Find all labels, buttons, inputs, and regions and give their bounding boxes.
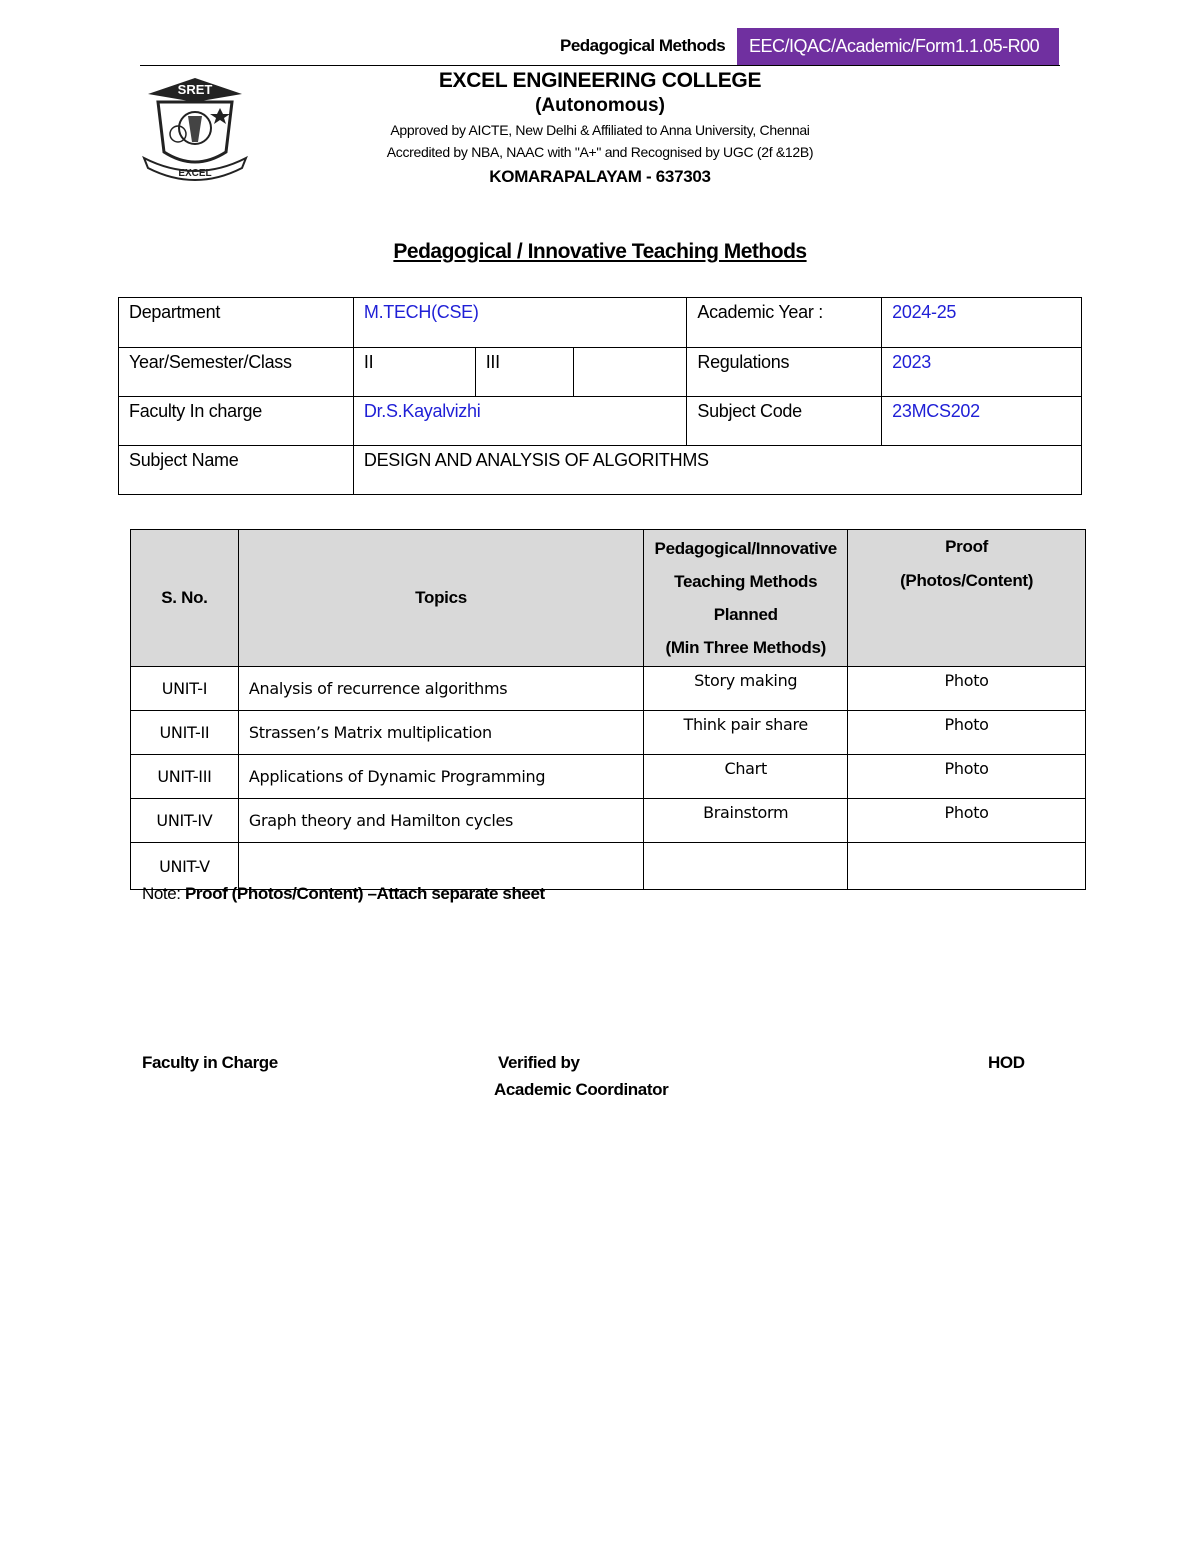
- college-approval: Approved by AICTE, New Delhi & Affiliated to Anna University, Chennai: [390, 122, 810, 138]
- faculty-signature-label: Faculty in Charge: [142, 1053, 278, 1072]
- header-proof-line2: (Photos/Content): [900, 571, 1034, 590]
- method-cell: Chart: [644, 755, 848, 799]
- department-label: Department: [119, 298, 354, 348]
- svg-text:EXCEL: EXCEL: [178, 168, 212, 179]
- academic-year-value: 2024-25: [882, 298, 1082, 348]
- proof-cell: Photo: [848, 667, 1086, 711]
- proof-cell: Photo: [848, 799, 1086, 843]
- svg-text:SRET: SRET: [177, 82, 213, 97]
- header-methods-line2: Teaching Methods: [674, 572, 818, 591]
- college-name: EXCEL ENGINEERING COLLEGE: [438, 69, 762, 92]
- proof-cell: Photo: [848, 711, 1086, 755]
- subject-name-value: DESIGN AND ANALYSIS OF ALGORITHMS: [353, 446, 1081, 495]
- method-cell: [644, 843, 848, 890]
- year-semester-class-label: Year/Semester/Class: [119, 348, 354, 397]
- unit-cell: UNIT-II: [131, 711, 239, 755]
- table-row: [131, 843, 1086, 890]
- hod-signature-label: HOD: [988, 1053, 1025, 1072]
- subject-code-label: Subject Code: [687, 397, 882, 446]
- class-value: [573, 348, 687, 397]
- topic-cell: Strassen’s Matrix multiplication: [238, 711, 643, 755]
- topic-cell: Graph theory and Hamilton cycles: [238, 799, 643, 843]
- header-methods: [644, 530, 848, 667]
- proof-cell: [848, 843, 1086, 890]
- subject-name-label: Subject Name: [119, 446, 354, 495]
- table-row: [131, 799, 1086, 843]
- regulations-label: Regulations: [687, 348, 882, 397]
- faculty-label: Faculty In charge: [119, 397, 354, 446]
- method-cell: Think pair share: [644, 711, 848, 755]
- college-location: KOMARAPALAYAM - 637303: [489, 167, 711, 186]
- unit-cell: UNIT-IV: [131, 799, 239, 843]
- header-label: Pedagogical Methods: [560, 36, 726, 55]
- header-methods-line3: Planned: [713, 605, 778, 624]
- header-proof: [848, 530, 1086, 667]
- method-cell: Brainstorm: [644, 799, 848, 843]
- proof-cell: Photo: [848, 755, 1086, 799]
- table-row: [131, 711, 1086, 755]
- unit-cell: UNIT-III: [131, 755, 239, 799]
- verified-by-label: Verified by: [498, 1053, 580, 1072]
- topic-cell: Applications of Dynamic Programming: [238, 755, 643, 799]
- note-text: Proof (Photos/Content) –Attach separate sheet: [184, 884, 545, 903]
- table-row: [131, 667, 1086, 711]
- college-logo: [140, 72, 250, 184]
- college-status: (Autonomous): [535, 95, 665, 116]
- unit-cell: UNIT-I: [131, 667, 239, 711]
- faculty-value: Dr.S.Kayalvizhi: [353, 397, 687, 446]
- form-code-badge: EEC/IQAC/Academic/Form1.1.05-R00: [737, 28, 1059, 65]
- table-row: [131, 755, 1086, 799]
- topic-cell: [238, 843, 643, 890]
- header-methods-line1: Pedagogical/Innovative: [654, 539, 837, 558]
- subject-code-value: 23MCS202: [882, 397, 1082, 446]
- header-divider: [140, 65, 1060, 66]
- topics-table: [130, 529, 1086, 890]
- header-sno: S. No.: [131, 530, 239, 667]
- year-value: II: [353, 348, 475, 397]
- header-methods-line4: (Min Three Methods): [665, 638, 826, 657]
- header-proof-line1: Proof: [945, 537, 989, 556]
- note: [142, 884, 545, 904]
- regulations-value: 2023: [882, 348, 1082, 397]
- document-title: Pedagogical / Innovative Teaching Methods: [393, 240, 807, 263]
- academic-year-label: Academic Year :: [687, 298, 882, 348]
- topic-cell: Analysis of recurrence algorithms: [238, 667, 643, 711]
- unit-cell: UNIT-V: [131, 843, 239, 890]
- header-topics: Topics: [238, 530, 643, 667]
- note-prefix: Note:: [142, 884, 185, 903]
- college-accreditation: Accredited by NBA, NAAC with "A+" and Recognised by UGC (2f &12B): [386, 144, 814, 160]
- method-cell: Story making: [644, 667, 848, 711]
- department-value: M.TECH(CSE): [353, 298, 687, 348]
- academic-coordinator-label: Academic Coordinator: [494, 1080, 669, 1099]
- course-info-table: [118, 297, 1082, 495]
- semester-value: III: [475, 348, 573, 397]
